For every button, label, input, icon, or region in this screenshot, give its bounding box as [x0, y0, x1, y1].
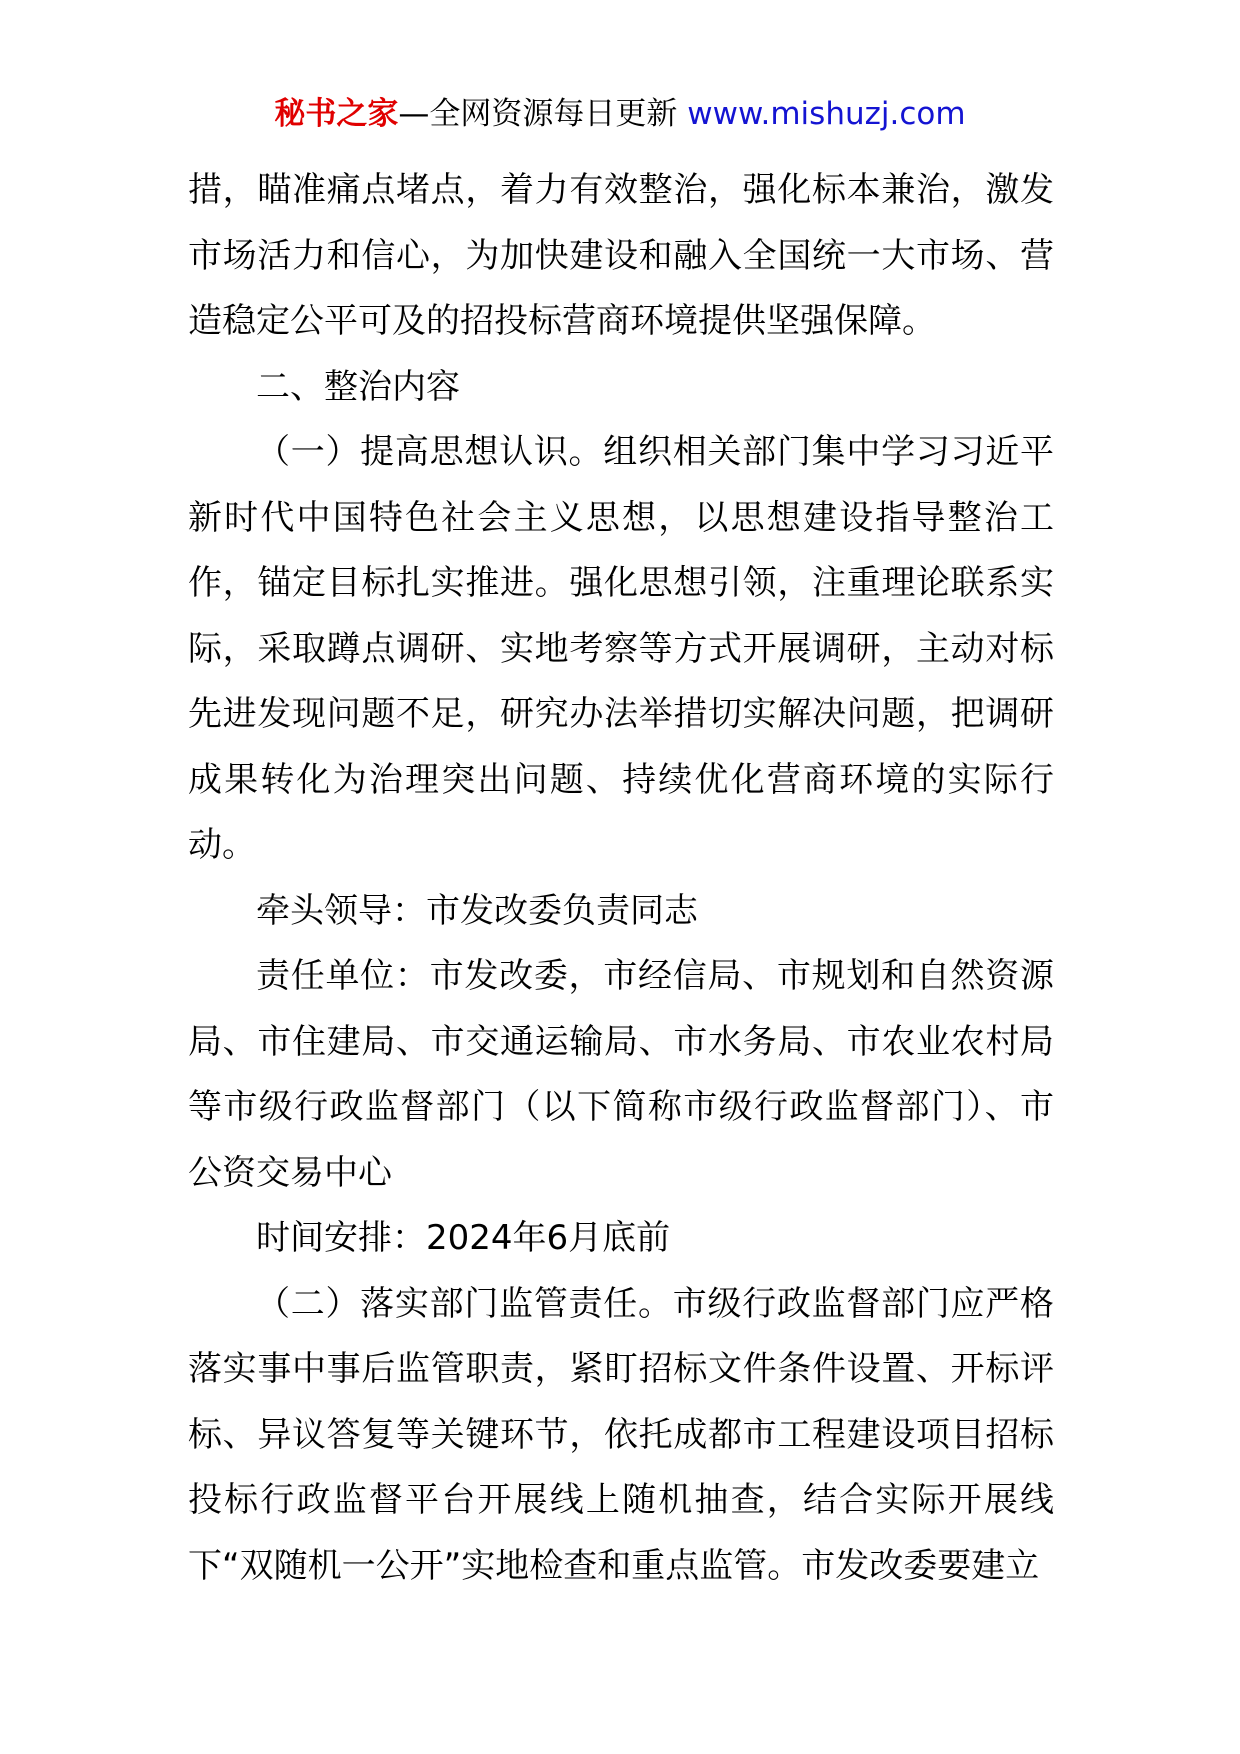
paragraph-item-1: （一）提高思想认识。组织相关部门集中学习习近平新时代中国特色社会主义思想，以思想建设指导整治工作，锚定目标扎实推进。强化思想引领，注重理论联系实际，采取蹲点调研、实地考察等方式开展调研，主动对标先进发现问题不足，研究办法举措切实解决问题，把调研成果转化为治理突出问题、持续优化营商环境的实际行动。	[188, 432, 1054, 865]
responsible-units-line: 责任单位：市发改委，市经信局、市规划和自然资源局、市住建局、市交通运输局、市水务局、市农业农村局等市级行政监督部门（以下简称市级行政监督部门）、市公资交易中心	[188, 956, 1054, 1193]
header-tagline: —全网资源每日更新	[398, 96, 678, 132]
document-body	[188, 158, 1054, 1599]
site-url-link[interactable]: www.mishuzj.com	[687, 96, 966, 132]
paragraph-continuation: 措，瞄准痛点堵点，着力有效整治，强化标本兼治，激发市场活力和信心，为加快建设和融入全国统一大市场、营造稳定公平可及的招投标营商环境提供坚强保障。	[188, 170, 1054, 341]
lead-leader-line: 牵头领导：市发改委负责同志	[256, 890, 698, 931]
brand-name: 秘书之家	[274, 96, 399, 132]
paragraph-item-2: （二）落实部门监管责任。市级行政监督部门应严格落实事中事后监管职责，紧盯招标文件条件设置、开标评标、异议答复等关键环节，依托成都市工程建设项目招标投标行政监督平台开展线上随机抽查，结合实际开展线下“双随机一公开”实地检查和重点监管。市发改委要建立	[188, 1283, 1054, 1586]
page-header	[0, 94, 1240, 134]
section-heading: 二、整治内容	[256, 366, 460, 407]
schedule-line: 时间安排：2024年6月底前	[256, 1218, 671, 1258]
